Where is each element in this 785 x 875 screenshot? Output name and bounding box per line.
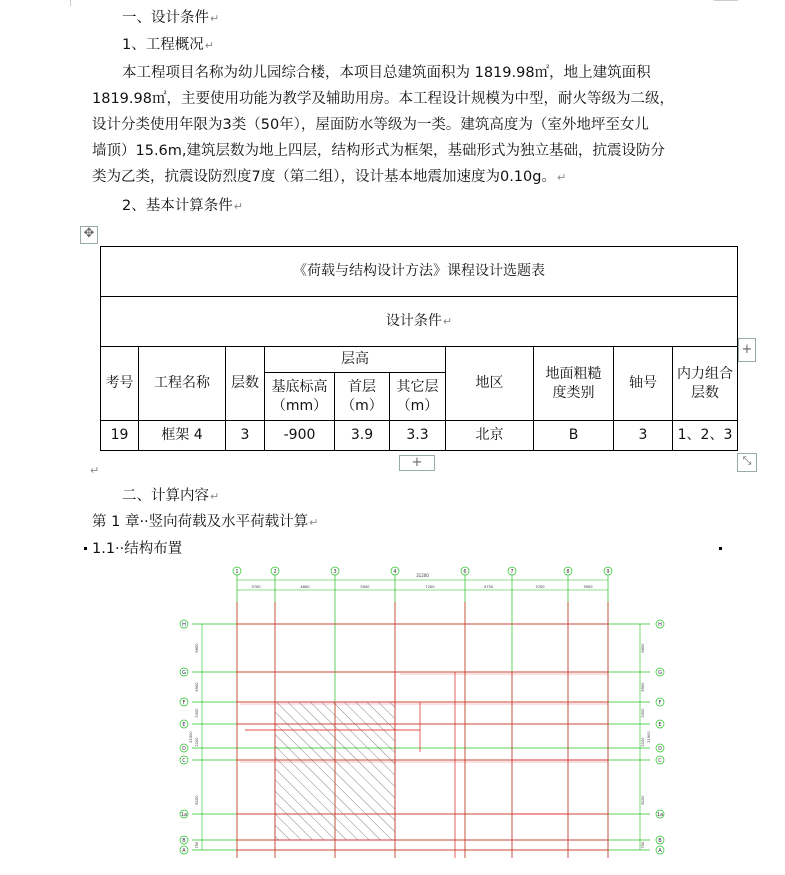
axis-label-right: 1a [656,812,664,818]
header-story-height: 层高 [265,347,446,373]
page-corner-mark-left [70,0,71,6]
axis-label-right: G [658,670,662,676]
axis-label-left: G [182,670,186,676]
axis-label-left: B [182,838,186,844]
axis-label-right: A [658,848,662,854]
list-bullet [84,547,87,550]
overview-line: 设计分类使用年限为3类（50年），屋面防水等级为一类。建筑高度为（室外地坪至女儿 [92,117,649,133]
axis-label-top: 8 [566,569,570,575]
cell-combo: 1、2、3 [673,421,738,451]
header-axis: 轴号 [614,347,673,421]
table-move-handle-icon[interactable]: ✥ [80,226,98,244]
dimension-text-right: 6600 [641,643,645,653]
header-first-floor: 首层 （m） [335,373,390,421]
selection-table-wrapper [100,246,737,453]
dimension-text-top: 5000 [360,585,370,589]
axis-label-left: H [182,622,186,628]
axis-label-left: A [182,848,186,854]
paragraph-mark: ↵ [90,464,100,477]
cell-region: 北京 [446,421,534,451]
cell-base: -900 [265,421,335,451]
resize-table-icon[interactable]: ⤡ [737,453,757,472]
cell-other: 3.3 [390,421,446,451]
dimension-text-left: 2100 [195,737,199,747]
axis-label-top: 1 [235,569,239,575]
axis-label-right: C [658,758,662,764]
list-bullet [719,547,722,550]
cell-name: 框架 4 [139,421,226,451]
axis-label-right: D [658,746,662,752]
axis-label-right: E [658,722,662,728]
dimension-text-left: 750 [195,841,199,849]
dimension-text-top: 3700 [535,585,545,589]
dimension-text-right: 750 [641,841,645,849]
add-row-icon[interactable]: + [399,455,435,471]
header-project-name: 工程名称 [139,347,226,421]
axis-label-top: 3 [333,569,337,575]
dimension-text-right: 3300 [641,708,645,718]
axis-label-right: B [658,838,662,844]
add-column-icon[interactable]: + [738,338,756,362]
axis-label-left: C [182,758,186,764]
axis-label-right: F [658,700,662,706]
axis-label-top: 2 [273,569,277,575]
overview-line: 墙顶）15.6m,建筑层数为地上四层，结构形式为框架，基础形式为独立基础，抗震设防分 [92,143,666,159]
overall-dimension-text: 31200 [416,573,429,578]
axis-label-top: 6 [463,569,467,575]
heading-basic-conditions: 2、基本计算条件↵ [122,198,243,214]
dimension-text-top: 4750 [483,585,494,589]
axis-label-top: 7 [510,569,514,575]
structural-layout-drawing [170,562,680,862]
dimension-text-right: 8100 [641,795,645,805]
heading-design-conditions: 一、设计条件↵ [122,10,220,26]
axis-label-left: 1a [180,812,188,818]
axis-label-top: 9 [606,569,610,575]
heading-chapter-1: 第 1 章··竖向荷载及水平荷载计算↵ [92,514,319,530]
header-other-floors: 其它层 （m） [390,373,446,421]
dimension-text-right: 5900 [641,682,645,692]
axis-label-right: H [658,622,662,628]
project-overview-paragraph [92,60,732,191]
dimension-text-left: 6600 [195,643,199,653]
axis-label-left: F [182,700,186,706]
header-floors: 层数 [226,347,265,421]
dimension-text-top: 7200 [425,585,435,589]
heading-section-1-1: 1.1··结构布置 [92,541,183,557]
dimension-text-left: 3300 [195,708,199,718]
header-base-elevation: 基底标高 （mm） [265,373,335,421]
overview-line: 类为乙类，抗震设防烈度7度（第二组），设计基本地震加速度为0.10g。↵ [92,169,567,185]
table-title: 《荷载与结构设计方法》课程设计选题表 [101,247,738,297]
heading-calculation-content: 二、计算内容↵ [122,488,220,504]
dimension-text-right: 21900 [647,731,651,743]
cell-floors: 3 [226,421,265,451]
table-subtitle: 设计条件↵ [101,297,738,347]
table-row [101,421,738,451]
dimension-text-left: 21900 [189,731,193,743]
cell-first: 3.9 [335,421,390,451]
axis-label-top: 4 [393,569,397,575]
axis-label-left: D [182,746,186,752]
cell-kaohao: 19 [101,421,139,451]
selection-table [100,246,738,451]
header-roughness: 地面粗糙 度类别 [534,347,614,421]
cell-axis: 3 [614,421,673,451]
dimension-text-left: 8100 [195,795,199,805]
overview-line: 1819.98㎡，主要使用功能为教学及辅助用房。本工程设计规模为中型，耐火等级为二级， [92,91,674,107]
cell-rough: B [534,421,614,451]
dimension-text-top: 3700 [251,585,261,589]
dimension-text-right: 2100 [641,737,645,747]
page-corner-mark-right [714,0,738,1]
dimension-text-left: 5900 [195,682,199,692]
header-kaohao: 考号 [101,347,139,421]
header-combo: 内力组合 层数 [673,347,738,421]
dimension-text-top: 4800 [300,585,310,589]
axis-label-left: E [182,722,186,728]
overview-line: 本工程项目名称为幼儿园综合楼，本项目总建筑面积为 1819.98㎡，地上建筑面积 [122,65,651,81]
heading-project-overview: 1、工程概况↵ [122,37,214,53]
header-region: 地区 [446,347,534,421]
dimension-text-top: 3900 [583,585,593,589]
